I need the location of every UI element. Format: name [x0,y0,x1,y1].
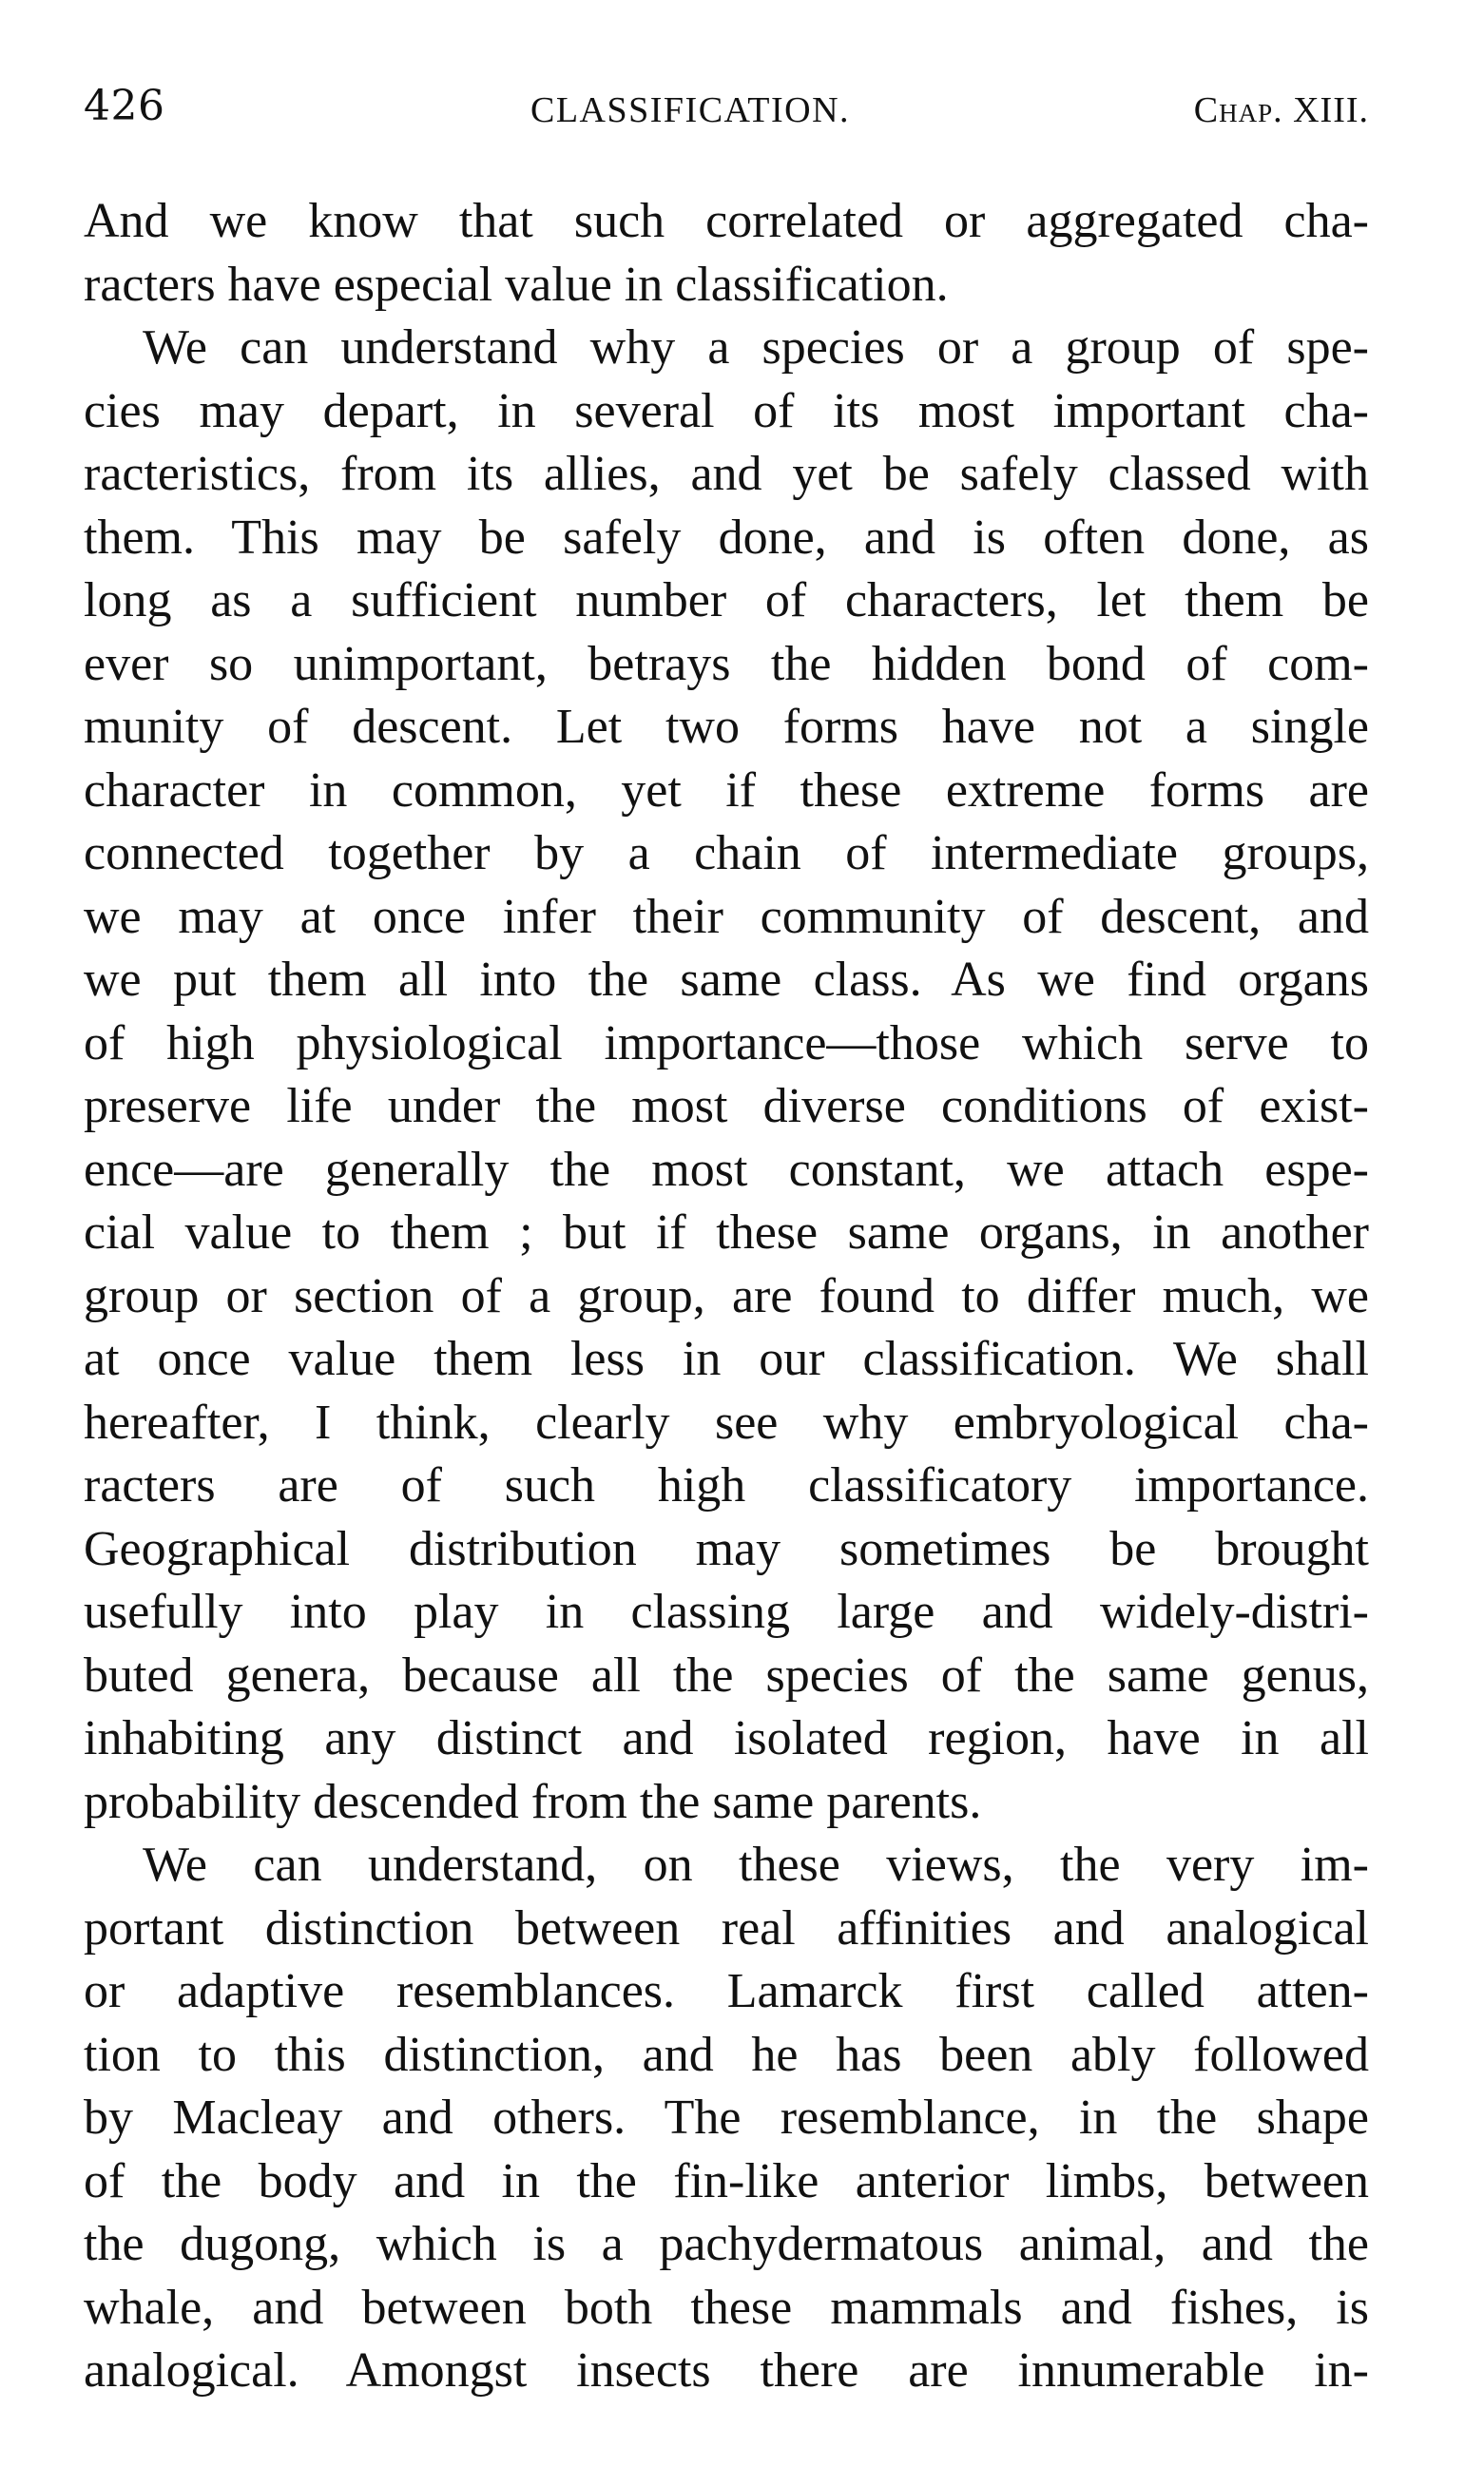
text-line: of the body and in the fin-like anterior limbs, between [84,2153,1369,2208]
text-line: We can understand, on these views, the very im- [143,1838,1369,1892]
running-head [84,78,1369,135]
text-line: munity of descent. Let two forms have not a single [84,700,1369,754]
text-line: preserve life under the most diverse conditions of exist- [84,1079,1369,1133]
chapter-title: CLASSIFICATION. [530,90,851,130]
text-line: we put them all into the same class. As we find organs [84,953,1369,1007]
text-line: And we know that such correlated or aggregated cha- [84,194,1369,248]
text-line: ence—are generally the most constant, we attach espe- [84,1142,1369,1197]
text-line: inhabiting any distinct and isolated region, have in all [84,1711,1369,1765]
text-line: them. This may be safely done, and is often done, as [84,510,1369,565]
text-line: tion to this distinction, and he has been ably followed [84,2027,1369,2082]
text-line: of high physiological importance—those which serve to [84,1015,1369,1070]
text-line: connected together by a chain of intermediate groups, [84,826,1369,880]
text-line: cial value to them ; but if these same organs, in another [84,1205,1369,1260]
body-text [84,190,1369,2403]
text-line: usefully into play in classing large and widely-distri- [84,1585,1369,1639]
text-line: analogical. Amongst insects there are innumerable in- [84,2343,1369,2398]
text-line: probability descended from the same parents. [84,1774,982,1829]
text-line: racters have especial value in classification. [84,257,949,312]
page-number: 426 [84,82,165,130]
text-line: ever so unimportant, betrays the hidden bond of com- [84,636,1369,691]
text-line: character in common, yet if these extreme forms are [84,762,1369,818]
text-line: racteristics, from its allies, and yet be safely classed with [84,447,1369,501]
text-line: or adaptive resemblances. Lamarck first called atten- [84,1964,1369,2018]
text-line: buted genera, because all the species of the same genus, [84,1648,1369,1703]
text-line: cies may depart, in several of its most important cha- [84,383,1369,438]
chapter-reference: Chap. XIII. [1193,90,1369,130]
text-line: portant distinction between real affinities and analogical [84,1900,1369,1956]
text-line: at once value them less in our classification. We shall [84,1332,1369,1386]
text-line: We can understand why a species or a group of spe- [143,320,1369,375]
text-line: racters are of such high classificatory importance. [84,1458,1369,1513]
text-line: group or section of a group, are found to differ much, we [84,1268,1369,1323]
text-line: whale, and between both these mammals and fishes, is [84,2280,1369,2335]
text-line: the dugong, which is a pachydermatous animal, and the [84,2217,1369,2271]
text-line: by Macleay and others. The resemblance, in the shape [84,2091,1369,2145]
text-line: hereafter, I think, clearly see why embryological cha- [84,1395,1369,1450]
text-line: we may at once infer their community of descent, and [84,889,1369,944]
text-line: Geographical distribution may sometimes be brought [84,1521,1369,1576]
text-line: long as a sufficient number of characters, let them be [84,573,1369,627]
